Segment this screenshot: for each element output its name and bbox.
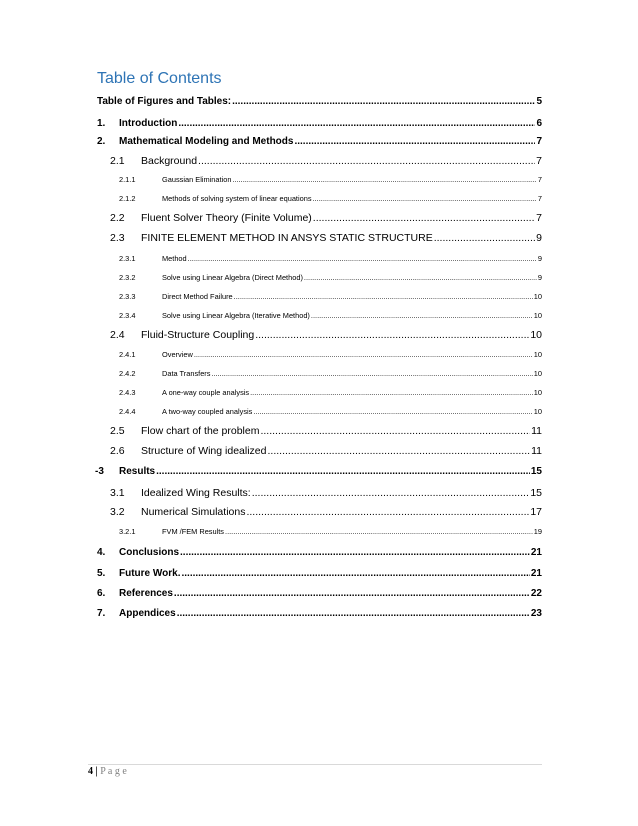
toc-entry-number: 7. [97,608,106,619]
toc-entry-page: 10 [533,292,542,301]
toc-entry[interactable] [119,388,542,397]
toc-entry-number: 2.3.1 [119,254,136,263]
toc-entry-title: Fluent Solver Theory (Finite Volume) [141,212,312,224]
toc-dot-leader [225,527,533,536]
toc-heading: Table of Contents [97,70,222,87]
toc-entry-page: 7 [537,194,542,203]
toc-entry-number: -3 [95,466,104,477]
toc-entry-title: Mathematical Modeling and Methods [119,136,294,147]
toc-entry[interactable] [110,425,542,437]
toc-entry-page: 11 [531,445,542,457]
toc-dot-leader [252,487,530,499]
toc-entry-title: A two-way coupled analysis [162,407,253,416]
toc-entry-number: 2.3.3 [119,292,136,301]
page-number: 4 [88,766,93,777]
footer-divider [88,764,542,765]
toc-entry-title: Results [119,466,156,477]
page-label: P a g e [100,766,127,777]
toc-dot-leader [267,445,530,457]
toc-entry-number: 2.1 [110,155,125,167]
toc-entry-page: 9 [537,254,542,263]
toc-entry-number: 2.4.1 [119,350,136,359]
toc-entry-number: 3.2.1 [119,527,136,536]
toc-entry-title: FVM /FEM Results [162,527,225,536]
toc-entry-number: 2.4.4 [119,407,136,416]
toc-entry-title: Idealized Wing Results: [141,487,251,499]
toc-entry-title: Solve using Linear Algebra (Iterative Method) [162,311,310,320]
toc-entry[interactable] [119,254,542,263]
toc-dot-leader [177,608,530,619]
toc-entry[interactable] [119,369,542,378]
toc-entry[interactable] [97,96,542,107]
toc-dot-leader [194,350,533,359]
toc-entry-page: 9 [537,273,542,282]
toc-dot-leader [250,388,533,397]
toc-dot-leader [260,425,530,437]
toc-entry[interactable] [110,487,542,499]
toc-entry-number: 2.3.4 [119,311,136,320]
toc-entry[interactable] [95,466,542,477]
toc-dot-leader [246,506,529,518]
toc-entry-number: 2.4.3 [119,388,136,397]
toc-entry-page: 17 [530,506,542,518]
toc-entry-page: 21 [530,547,542,558]
toc-entry-number: 2. [97,136,106,147]
toc-entry[interactable] [119,273,542,282]
toc-dot-leader [234,292,533,301]
toc-entry[interactable] [110,329,542,341]
toc-entry-page: 10 [530,329,542,341]
toc-entry-number: 2.6 [110,445,125,457]
toc-entry-number: 3.1 [110,487,125,499]
toc-entry-page: 7 [536,155,542,167]
page-footer [88,766,127,777]
toc-entry-title: Background [141,155,198,167]
toc-entry-page: 10 [533,369,542,378]
toc-entry-title: Fluid-Structure Coupling [141,329,255,341]
toc-entry-page: 11 [531,425,542,437]
toc-entry-page: 9 [536,232,542,244]
toc-entry-page: 22 [530,588,542,599]
toc-entry-page: 23 [530,608,542,619]
toc-entry-number: 3.2 [110,506,125,518]
toc-entry-page: 15 [530,487,542,499]
toc-entry[interactable] [119,350,542,359]
toc-entry-title: A one-way couple analysis [162,388,250,397]
toc-entry[interactable] [97,547,542,558]
toc-dot-leader [294,136,535,147]
toc-dot-leader [311,311,533,320]
toc-dot-leader [313,194,537,203]
toc-dot-leader [178,118,535,129]
toc-entry-title: Numerical Simulations [141,506,246,518]
toc-entry-title: Direct Method Failure [162,292,233,301]
toc-entry-page: 5 [536,96,542,107]
toc-entry-number: 2.5 [110,425,125,437]
toc-entry-page: 15 [530,466,542,477]
toc-dot-leader [174,588,530,599]
toc-entry-title: Solve using Linear Algebra (Direct Method) [162,273,303,282]
toc-entry-title: Overview [162,350,193,359]
toc-entry-title: Table of Figures and Tables: [97,96,232,107]
toc-entry-title: Data Transfers [162,369,211,378]
toc-entry-number: 5. [97,568,106,579]
toc-entry-number: 4. [97,547,106,558]
toc-entry-page: 6 [536,118,542,129]
toc-entry[interactable] [110,212,542,224]
toc-dot-leader [304,273,537,282]
toc-entry-number: 2.1.1 [119,175,136,184]
toc-entry-title: Structure of Wing idealized [141,445,267,457]
toc-entry[interactable] [119,407,542,416]
toc-entry-number: 1. [97,118,106,129]
toc-dot-leader [198,155,535,167]
toc-dot-leader [253,407,532,416]
toc-entry[interactable] [110,445,542,457]
toc-entry[interactable] [97,568,542,579]
toc-entry[interactable] [110,232,542,244]
toc-entry-title: Appendices [119,608,176,619]
toc-dot-leader [188,254,537,263]
toc-entry-number: 6. [97,588,106,599]
toc-entry-number: 2.4.2 [119,369,136,378]
toc-dot-leader [255,329,529,341]
toc-entry-title: References [119,588,173,599]
toc-dot-leader [434,232,535,244]
toc-entry-page: 10 [533,407,542,416]
toc-entry[interactable] [119,194,542,203]
toc-entry[interactable] [110,506,542,518]
toc-entry[interactable] [119,311,542,320]
toc-entry-title: Future Work. [119,568,181,579]
toc-dot-leader [211,369,532,378]
toc-dot-leader [181,568,529,579]
toc-entry-page: 7 [536,212,542,224]
toc-dot-leader [156,466,530,477]
toc-entry-title: Gaussian Elimination [162,175,232,184]
toc-entry-title: Methods of solving system of linear equations [162,194,312,203]
toc-dot-leader [313,212,535,224]
toc-entry[interactable] [97,588,542,599]
toc-entry-number: 2.1.2 [119,194,136,203]
footer-separator: | [95,766,98,777]
toc-dot-leader [232,96,535,107]
toc-entry-title: Flow chart of the problem [141,425,260,437]
toc-entry-page: 10 [533,388,542,397]
toc-entry-title: Introduction [119,118,178,129]
toc-dot-leader [180,547,530,558]
toc-entry-number: 2.3 [110,232,125,244]
toc-entry-page: 7 [537,175,542,184]
toc-entry-number: 2.2 [110,212,125,224]
toc-entry[interactable] [97,118,542,129]
toc-entry-number: 2.4 [110,329,125,341]
toc-entry-number: 2.3.2 [119,273,136,282]
toc-entry[interactable] [97,608,542,619]
toc-entry-title: Conclusions [119,547,180,558]
toc-entry[interactable] [110,155,542,167]
toc-entry[interactable] [119,292,542,301]
toc-entry[interactable] [119,175,542,184]
toc-entry-page: 10 [533,311,542,320]
toc-dot-leader [232,175,536,184]
toc-entry-page: 7 [536,136,542,147]
toc-entry-page: 19 [533,527,542,536]
toc-entry-page: 21 [530,568,542,579]
toc-entry-page: 10 [533,350,542,359]
toc-entry-title: FINITE ELEMENT METHOD IN ANSYS STATIC STRUCTURE [141,232,433,244]
toc-entry[interactable] [97,136,542,147]
toc-entry-title: Method [162,254,187,263]
toc-entry[interactable] [119,527,542,536]
